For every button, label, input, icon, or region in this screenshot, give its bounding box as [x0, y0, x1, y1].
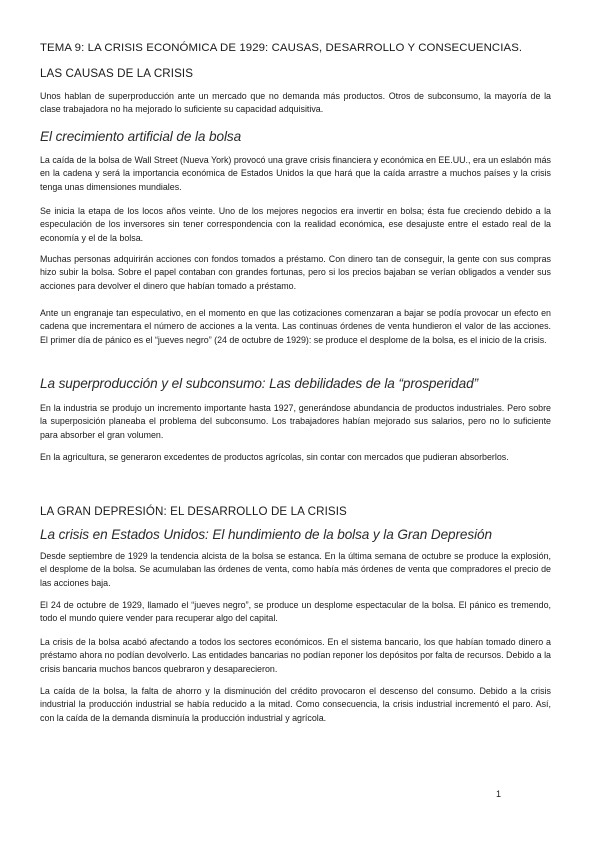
subheading-crecimiento-bolsa: El crecimiento artificial de la bolsa [40, 129, 242, 144]
paragraph: Muchas personas adquirirán acciones con fondos tomados a préstamo. Con dinero tan de conseguir, la gente con sus compras hizo subir la bolsa. Sobre el papel contaban con grandes fortunas, pero si los precios bajaban se verían obligados a vender sus acciones para devolver el dinero que habían tomado a préstamo. [40, 254, 551, 291]
page-number: 1 [496, 789, 502, 799]
subheading-superproduccion: La superproducción y el subconsumo: Las debilidades de la “prosperidad” [40, 376, 478, 391]
section-heading-gran-depresion: LA GRAN DEPRESIÓN: EL DESARROLLO DE LA CRISIS [40, 505, 347, 518]
paragraph: La caída de la bolsa de Wall Street (Nueva York) provocó una grave crisis financiera y económica en EE.UU., era un eslabón más en la cadena y será la importancia económica de Estados Unidos la que hará que la caída arrastre a muchos países y la crisis tenga unas dimensiones mundiales. [40, 155, 551, 192]
section-heading-causas: LAS CAUSAS DE LA CRISIS [40, 67, 194, 80]
paragraph: Desde septiembre de 1929 la tendencia alcista de la bolsa se estanca. En la última semana de octubre se produce la explosión, el desplome de la bolsa. Se acumulaban las órdenes de venta, como había más órdenes de venta que compradores el precio de las acciones baja. [40, 551, 551, 588]
intro-paragraph: Unos hablan de superproducción ante un mercado que no demanda más productos. Otros de subconsumo, la mayoría de la clase trabajadora no ha mejorado lo suficiente su capacidad adquisitiva. [40, 91, 551, 115]
paragraph: La caída de la bolsa, la falta de ahorro y la disminución del crédito provocaron el descenso del consumo. Debido a la crisis industrial la producción industrial se había reducido a la mitad. Como consecuencia, la crisis industrial incrementó el paro. Así, con la caída de la demanda disminuía la producción industrial y agrícola. [40, 686, 551, 723]
paragraph: El 24 de octubre de 1929, llamado el “jueves negro”, se produce un desplome espectacular de la bolsa. El pánico es tremendo, todo el mundo quiere vender para recuperar algo del capital. [40, 600, 551, 624]
paragraph: En la industria se produjo un incremento importante hasta 1927, generándose abundancia de productos industriales. Pero sobre la superposición planeaba el problema del subconsumo. Los trabajadores habían mejorado sus salarios, pero no lo suficiente para absorber el gran volumen. [40, 403, 551, 440]
paragraph: La crisis de la bolsa acabó afectando a todos los sectores económicos. En el sistema bancario, los que habían tomado dinero a préstamo ahora no podían devolverlo. Las entidades bancarias no podían reponer los depósitos por falta de recursos. Debido a la crisis bancaria muchos bancos quebraron y desaparecieron. [40, 637, 551, 674]
document-title: TEMA 9: LA CRISIS ECONÓMICA DE 1929: CAUSAS, DESARROLLO Y CONSECUENCIAS. [40, 42, 523, 54]
paragraph: Se inicia la etapa de los locos años veinte. Uno de los mejores negocios era invertir en bolsa; ésta fue creciendo debido a la especulación de los inversores sin tener correspondencia con la realidad económica, ese desajuste entre el estado real de la economía y el de la bolsa. [40, 206, 551, 243]
subheading-crisis-eeuu: La crisis en Estados Unidos: El hundimiento de la bolsa y la Gran Depresión [40, 527, 492, 542]
paragraph: Ante un engranaje tan especulativo, en el momento en que las cotizaciones comenzaran a bajar se podía provocar un efecto en cadena que incrementara el número de acciones a la venta. Las continuas órdenes de venta hundieron el valor de las acciones. El primer día de pánico es el “jueves negro” (24 de octubre de 1929): se produce el desplome de la bolsa, es el inicio de la crisis. [40, 308, 551, 345]
paragraph: En la agricultura, se generaron excedentes de productos agrícolas, sin contar con mercados que pudieran absorberlos. [40, 452, 509, 462]
